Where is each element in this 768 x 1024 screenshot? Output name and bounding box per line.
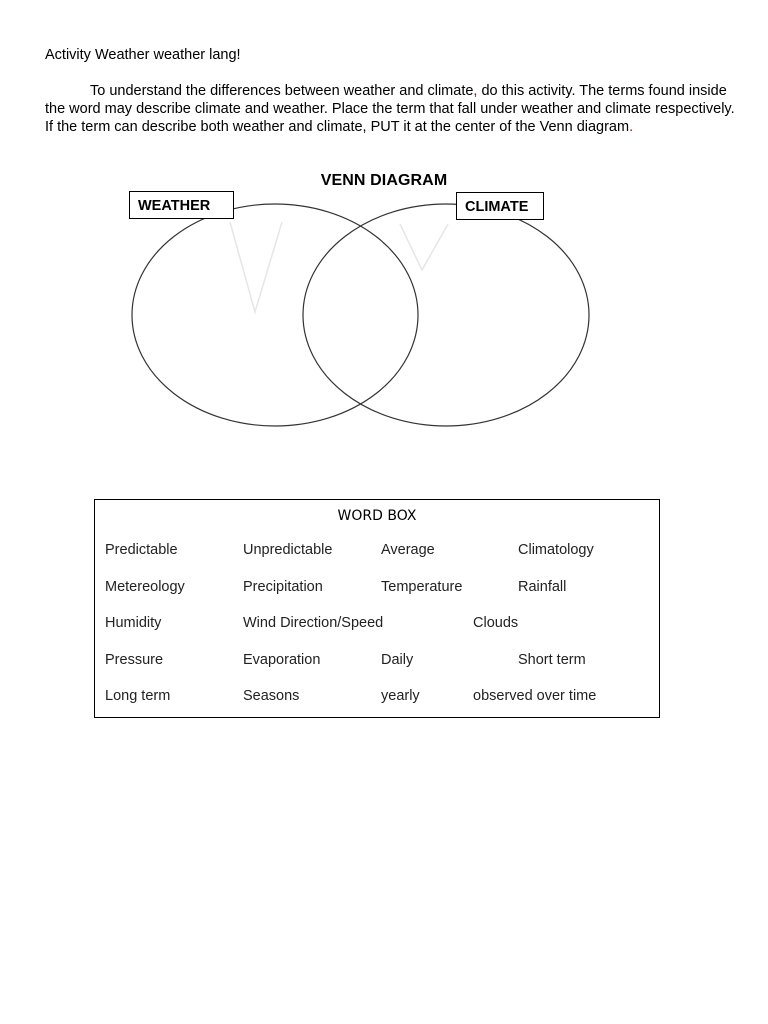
faint-v-mark-right <box>400 224 448 270</box>
word-box <box>94 499 660 718</box>
climate-label: CLIMATE <box>456 192 544 220</box>
word-item: observed over time <box>473 688 597 704</box>
word-item: Clouds <box>473 615 519 631</box>
word-box-title: WORD BOX <box>337 508 417 524</box>
word-item: Daily <box>381 652 414 668</box>
faint-v-mark-left <box>230 222 282 312</box>
word-row <box>95 579 659 599</box>
red-period: . <box>629 119 634 136</box>
instructions-text-part2: do this activity. The terms found inside the word may describe climate and weather. Place the term that fall under weather and climate respectively. If the term can describe both weather and climate, PUT it at the center of the Venn diagram <box>45 83 735 136</box>
word-item: Wind Direction/Speed <box>243 615 384 631</box>
word-item: Pressure <box>105 652 164 668</box>
word-item: Average <box>381 542 435 558</box>
word-item: Precipitation <box>243 579 323 595</box>
weather-circle <box>132 204 418 426</box>
page-title: Activity Weather weather lang! <box>45 47 241 63</box>
word-item: Climatology <box>518 542 594 558</box>
word-item: Short term <box>518 652 586 668</box>
venn-diagram <box>0 0 768 460</box>
word-item: Evaporation <box>243 652 321 668</box>
word-row <box>95 688 659 708</box>
word-item: yearly <box>381 688 420 704</box>
word-item: Temperature <box>381 579 463 595</box>
red-comma: , <box>473 83 478 99</box>
venn-title: VENN DIAGRAM <box>320 172 448 189</box>
word-item: Metereology <box>105 579 185 595</box>
climate-circle <box>303 204 589 426</box>
word-row <box>95 615 659 635</box>
word-item: Predictable <box>105 542 178 558</box>
word-item: Long term <box>105 688 171 704</box>
weather-label: WEATHER <box>129 191 234 219</box>
word-row <box>95 652 659 672</box>
word-row <box>95 542 659 562</box>
word-item: Seasons <box>243 688 300 704</box>
word-item: Humidity <box>105 615 162 631</box>
word-item: Unpredictable <box>243 542 333 558</box>
word-item: Rainfall <box>518 579 567 595</box>
instructions-text-part1: To understand the differences between weather and climate <box>90 83 474 99</box>
